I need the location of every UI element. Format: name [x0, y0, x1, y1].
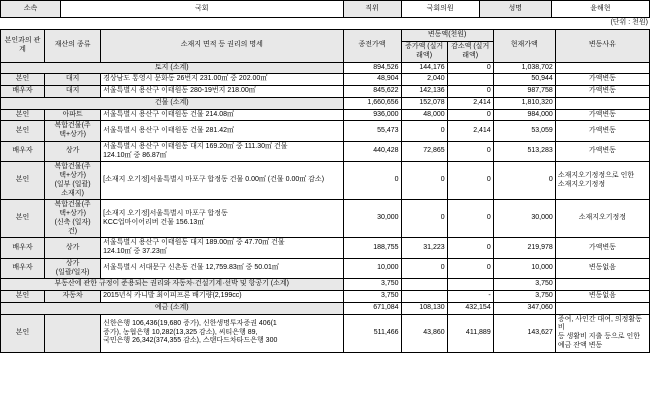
row-increase: 72,865	[401, 141, 447, 162]
row-detail: 서울특별시 용산구 이태원동 건물 214.08㎡	[101, 109, 343, 121]
row-kind: 복합건물(주 택+상가)	[45, 121, 101, 142]
row-current-value: 0	[493, 162, 555, 200]
top-header-cell-affiliation-value: 국회	[61, 1, 343, 18]
row-detail: 경상남도 통영시 문화동 26번지 231.00㎡ 중 202.00㎡	[101, 74, 343, 86]
row-reason: 가액변동	[555, 238, 649, 259]
row-relation: 배우자	[1, 258, 45, 279]
row-increase: 0	[401, 200, 447, 238]
row-increase	[401, 291, 447, 303]
row-current-value: 1,810,320	[493, 97, 555, 109]
row-detail: [소재지 오기정]서울특별시 마포구 합정동 건물 0.00㎡ (건물 0.00㎡ 감소)	[101, 162, 343, 200]
row-reason	[555, 279, 649, 291]
row-detail: 서울특별시 용산구 이태원동 대지 189.00㎡ 중 47.70㎡ 건물 124.10㎡ 중 37.23㎡	[101, 238, 343, 259]
table-row	[1, 109, 650, 121]
top-header-cell-name-value: 윤해현	[551, 1, 649, 18]
row-kind: 상가	[45, 141, 101, 162]
row-reason: 소재지오기정정으로 인한 소재지오기정정	[555, 162, 649, 200]
top-header-cell-position-value: 국회의원	[401, 1, 479, 18]
row-increase: 142,136	[401, 86, 447, 98]
row-detail: 신한은행 106,436(19,680 증가), 신한생명투자증권 406(1 증가), 농협은행 10,282(13,325 감소), 씨티은행 89, 국민은행 26,342(374,355 감소), 스탠다드차타드은행 300	[101, 314, 343, 352]
row-relation: 본인	[1, 200, 45, 238]
row-kind: 상가 (일괄/일자)	[45, 258, 101, 279]
header-relation: 본인과의 관계	[1, 29, 45, 62]
row-decrease: 411,889	[447, 314, 493, 352]
row-reason: 가액변동	[555, 109, 649, 121]
row-prev-value: 48,904	[343, 74, 401, 86]
row-kind: 상가	[45, 238, 101, 259]
row-current-value: 10,000	[493, 258, 555, 279]
top-header-cell-affiliation-label: 소속	[1, 1, 61, 18]
row-prev-value: 10,000	[343, 258, 401, 279]
row-increase: 31,223	[401, 238, 447, 259]
section-row	[1, 302, 650, 314]
row-kind: 대지	[45, 74, 101, 86]
header-reason: 변동사유	[555, 29, 649, 62]
table-row	[1, 162, 650, 200]
row-increase: 108,130	[401, 302, 447, 314]
row-decrease: 0	[447, 141, 493, 162]
header-prev-value: 종전가액	[343, 29, 401, 62]
row-decrease: 2,414	[447, 97, 493, 109]
row-reason: 소재지오기정정	[555, 200, 649, 238]
assets-table	[0, 29, 650, 353]
assets-table-body	[1, 62, 650, 352]
row-current-value: 347,060	[493, 302, 555, 314]
header-kind: 재산의 종류	[45, 29, 101, 62]
row-decrease: 0	[447, 62, 493, 74]
row-relation: 본인	[1, 314, 45, 352]
row-section-label: 건물 (소계)	[1, 97, 344, 109]
row-current-value: 219,978	[493, 238, 555, 259]
row-decrease: 0	[447, 258, 493, 279]
top-header-row	[1, 1, 650, 18]
row-increase: 0	[401, 121, 447, 142]
unit-note-table	[0, 18, 650, 29]
row-relation: 배우자	[1, 238, 45, 259]
row-kind: 대지	[45, 86, 101, 98]
table-row	[1, 258, 650, 279]
table-row	[1, 86, 650, 98]
row-kind: 복합건물(주 택+상가) (신축 (일자) 건)	[45, 200, 101, 238]
header-increase: 증가액 (실거래액)	[401, 41, 447, 62]
row-relation: 배우자	[1, 86, 45, 98]
row-decrease: 0	[447, 109, 493, 121]
table-row	[1, 141, 650, 162]
row-reason	[555, 97, 649, 109]
row-current-value: 987,758	[493, 86, 555, 98]
row-reason: 변동없음	[555, 258, 649, 279]
top-header-table	[0, 0, 650, 18]
assets-header-row-1	[1, 29, 650, 41]
row-reason: 가액변동	[555, 141, 649, 162]
row-current-value: 984,000	[493, 109, 555, 121]
row-increase: 2,040	[401, 74, 447, 86]
header-change-group: 변동액(천원)	[401, 29, 493, 41]
row-decrease: 432,154	[447, 302, 493, 314]
row-current-value: 50,944	[493, 74, 555, 86]
row-kind	[45, 314, 101, 352]
header-detail: 소재지 면적 등 권리의 명세	[101, 29, 343, 62]
table-row	[1, 291, 650, 303]
table-row	[1, 200, 650, 238]
row-current-value: 30,000	[493, 200, 555, 238]
row-prev-value: 936,000	[343, 109, 401, 121]
row-current-value: 53,059	[493, 121, 555, 142]
table-row	[1, 314, 650, 352]
row-detail: 서울특별시 용산구 이태원동 280-19번지 218.00㎡	[101, 86, 343, 98]
row-prev-value: 0	[343, 162, 401, 200]
unit-note: (단위 : 천원)	[610, 19, 648, 26]
row-prev-value: 3,750	[343, 279, 401, 291]
row-decrease: -	[447, 291, 493, 303]
row-current-value: 3,750	[493, 279, 555, 291]
row-relation: 본인	[1, 109, 45, 121]
row-reason	[555, 62, 649, 74]
header-current-value: 현재가액	[493, 29, 555, 62]
table-row	[1, 121, 650, 142]
row-prev-value: 30,000	[343, 200, 401, 238]
row-current-value: 513,283	[493, 141, 555, 162]
row-detail: 서울특별시 용산구 이태원동 대지 169.20㎡ 중 111.30㎡ 건물 124.10㎡ 중 86.87㎡	[101, 141, 343, 162]
row-prev-value: 440,428	[343, 141, 401, 162]
row-detail: 서울특별시 용산구 이태원동 건물 281.42㎡	[101, 121, 343, 142]
section-row	[1, 62, 650, 74]
row-section-label: 예금 (소계)	[1, 302, 344, 314]
section-row	[1, 97, 650, 109]
row-current-value: 3,750	[493, 291, 555, 303]
row-decrease: 2,414	[447, 121, 493, 142]
row-increase: 48,000	[401, 109, 447, 121]
row-current-value: 143,627	[493, 314, 555, 352]
row-relation: 배우자	[1, 141, 45, 162]
row-decrease	[447, 74, 493, 86]
row-kind: 복합건물(주 택+상가) (일부 (일괄) 소재지)	[45, 162, 101, 200]
row-kind: 자동차	[45, 291, 101, 303]
row-decrease	[447, 279, 493, 291]
row-prev-value: 3,750	[343, 291, 401, 303]
row-decrease: 0	[447, 238, 493, 259]
top-header-cell-name-label: 성명	[479, 1, 551, 18]
row-reason: 변동없음	[555, 291, 649, 303]
row-relation: 본인	[1, 121, 45, 142]
row-increase: 43,860	[401, 314, 447, 352]
top-header-cell-position-label: 직위	[343, 1, 401, 18]
row-prev-value: 1,660,656	[343, 97, 401, 109]
row-prev-value: 188,755	[343, 238, 401, 259]
row-relation: 본인	[1, 291, 45, 303]
row-prev-value: 511,466	[343, 314, 401, 352]
row-prev-value: 55,473	[343, 121, 401, 142]
row-relation: 본인	[1, 74, 45, 86]
row-prev-value: 845,622	[343, 86, 401, 98]
row-decrease: 0	[447, 162, 493, 200]
row-prev-value: 671,084	[343, 302, 401, 314]
row-current-value: 1,038,702	[493, 62, 555, 74]
row-decrease: 0	[447, 200, 493, 238]
row-increase: 144,176	[401, 62, 447, 74]
row-section-label: 토지 (소계)	[1, 62, 344, 74]
section-row	[1, 279, 650, 291]
row-reason: 가액변동	[555, 74, 649, 86]
table-row	[1, 238, 650, 259]
row-kind: 아파트	[45, 109, 101, 121]
row-detail: 2015년식 카니발 최이피프론 배기량(2,199cc)	[101, 291, 343, 303]
row-increase	[401, 279, 447, 291]
row-reason: 가액변동	[555, 86, 649, 98]
row-relation: 본인	[1, 162, 45, 200]
row-increase: 0	[401, 162, 447, 200]
row-reason: 증여, 사인간 대여, 의정활동비 등 생활비 지출 등으로 인한 예금 잔액 변동	[555, 314, 649, 352]
row-prev-value: 894,526	[343, 62, 401, 74]
row-decrease: 0	[447, 86, 493, 98]
row-detail: [소재지 오기정]서울특별시 마포구 합정동 KCC업마이어리버 건물 156.13㎡	[101, 200, 343, 238]
table-row	[1, 74, 650, 86]
row-reason	[555, 302, 649, 314]
row-section-label: 부동산에 관한 규정이 준용되는 권리와 자동차·건설기계·선박 및 항공기 (소계)	[1, 279, 344, 291]
row-increase: 152,078	[401, 97, 447, 109]
header-decrease: 감소액 (실거래액)	[447, 41, 493, 62]
row-increase: 0	[401, 258, 447, 279]
row-detail: 서울특별시 서대문구 신촌동 건물 12,759.83㎡ 중 50.01㎡	[101, 258, 343, 279]
row-reason: 가액변동	[555, 121, 649, 142]
